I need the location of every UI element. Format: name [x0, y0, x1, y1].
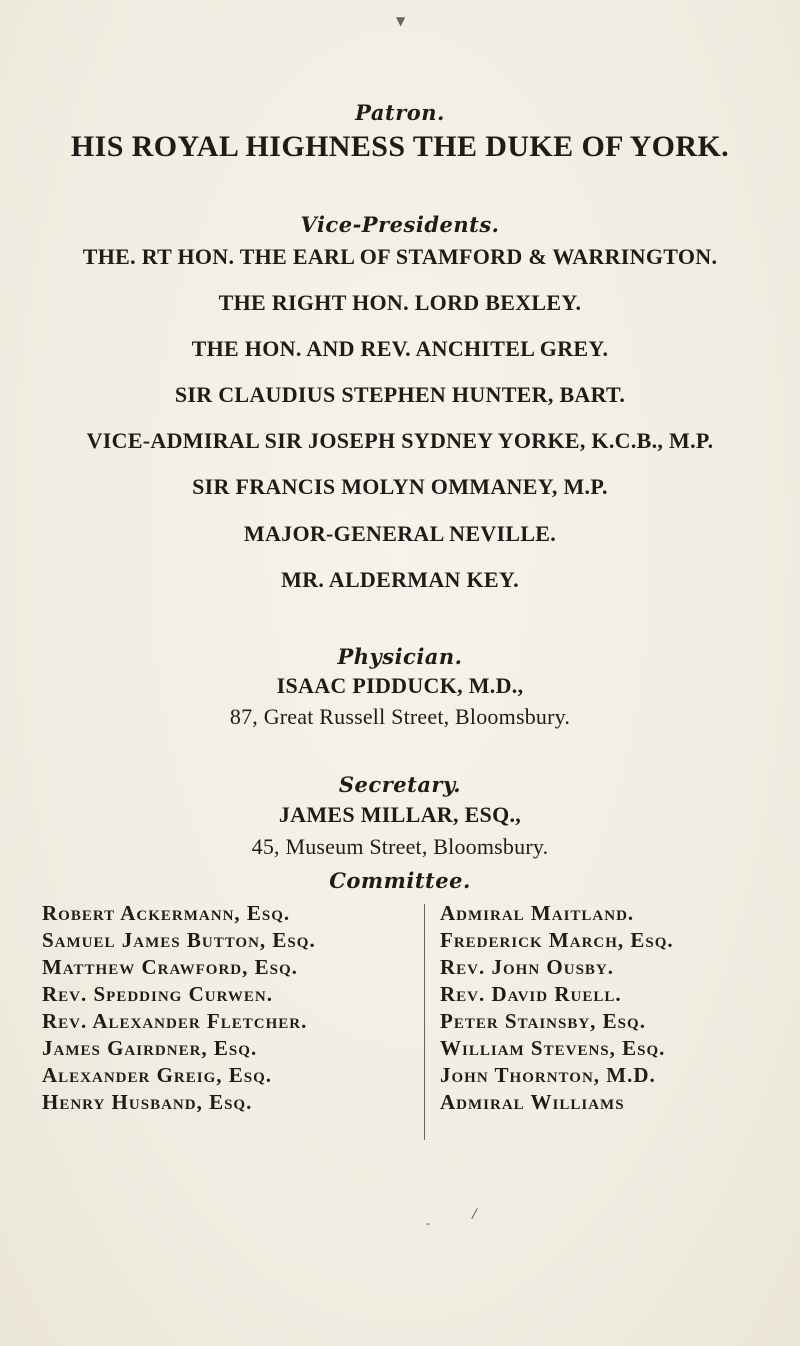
committee-member: Admiral Williams [440, 1090, 625, 1114]
committee-member: William Stevens, Esq. [440, 1036, 666, 1060]
vice-presidents-heading: Vice-Presidents. [300, 212, 500, 237]
committee-member: Alexander Greig, Esq. [42, 1063, 273, 1087]
printer-mark: ▼ [396, 14, 406, 28]
committee-member: Peter Stainsby, Esq. [440, 1009, 646, 1033]
patron-heading: Patron. [355, 100, 445, 125]
stray-mark: - [426, 1216, 430, 1230]
vice-president-1: THE. RT HON. THE EARL OF STAMFORD & WARRINGTON. [82, 244, 718, 269]
vice-president-2: THE RIGHT HON. LORD BEXLEY. [218, 290, 582, 315]
physician-heading: Physician. [337, 644, 463, 669]
vice-president-3: THE HON. AND REV. ANCHITEL GREY. [191, 336, 609, 361]
committee-member: James Gairdner, Esq. [42, 1036, 258, 1060]
committee-member: Rev. John Ousby. [440, 955, 615, 979]
stray-mark: / [472, 1206, 477, 1223]
committee-member: Rev. Spedding Curwen. [42, 982, 273, 1006]
physician-name: ISAAC PIDDUCK, M.D., [276, 673, 524, 698]
vice-president-5: VICE-ADMIRAL SIR JOSEPH SYDNEY YORKE, K.C.B., M.P. [86, 428, 714, 453]
committee-member: Admiral Maitland. [440, 901, 635, 925]
column-divider [424, 904, 425, 1140]
committee-member: Samuel James Button, Esq. [42, 928, 316, 952]
secretary-heading: Secretary. [338, 772, 462, 797]
secretary-address: 45, Museum Street, Bloomsbury. [251, 834, 549, 859]
committee-member: Rev. Alexander Fletcher. [42, 1009, 308, 1033]
patron-name: HIS ROYAL HIGHNESS THE DUKE OF YORK. [70, 130, 730, 163]
committee-right-column [440, 900, 674, 1116]
vice-president-6: SIR FRANCIS MOLYN OMMANEY, M.P. [192, 474, 608, 499]
committee-member: Robert Ackermann, Esq. [42, 901, 291, 925]
committee-member: Henry Husband, Esq. [42, 1090, 253, 1114]
physician-address: 87, Great Russell Street, Bloomsbury. [229, 704, 571, 729]
committee-member: Frederick March, Esq. [440, 928, 674, 952]
secretary-name: JAMES MILLAR, ESQ., [278, 802, 522, 827]
committee-member: John Thornton, M.D. [440, 1063, 656, 1087]
committee-left-column [42, 900, 316, 1116]
committee-member: Rev. David Ruell. [440, 982, 622, 1006]
vice-president-8: MR. ALDERMAN KEY. [281, 567, 519, 592]
committee-heading: Committee. [329, 868, 471, 893]
committee-member: Matthew Crawford, Esq. [42, 955, 298, 979]
vice-president-7: MAJOR-GENERAL NEVILLE. [243, 521, 557, 546]
vice-president-4: SIR CLAUDIUS STEPHEN HUNTER, BART. [174, 382, 626, 407]
